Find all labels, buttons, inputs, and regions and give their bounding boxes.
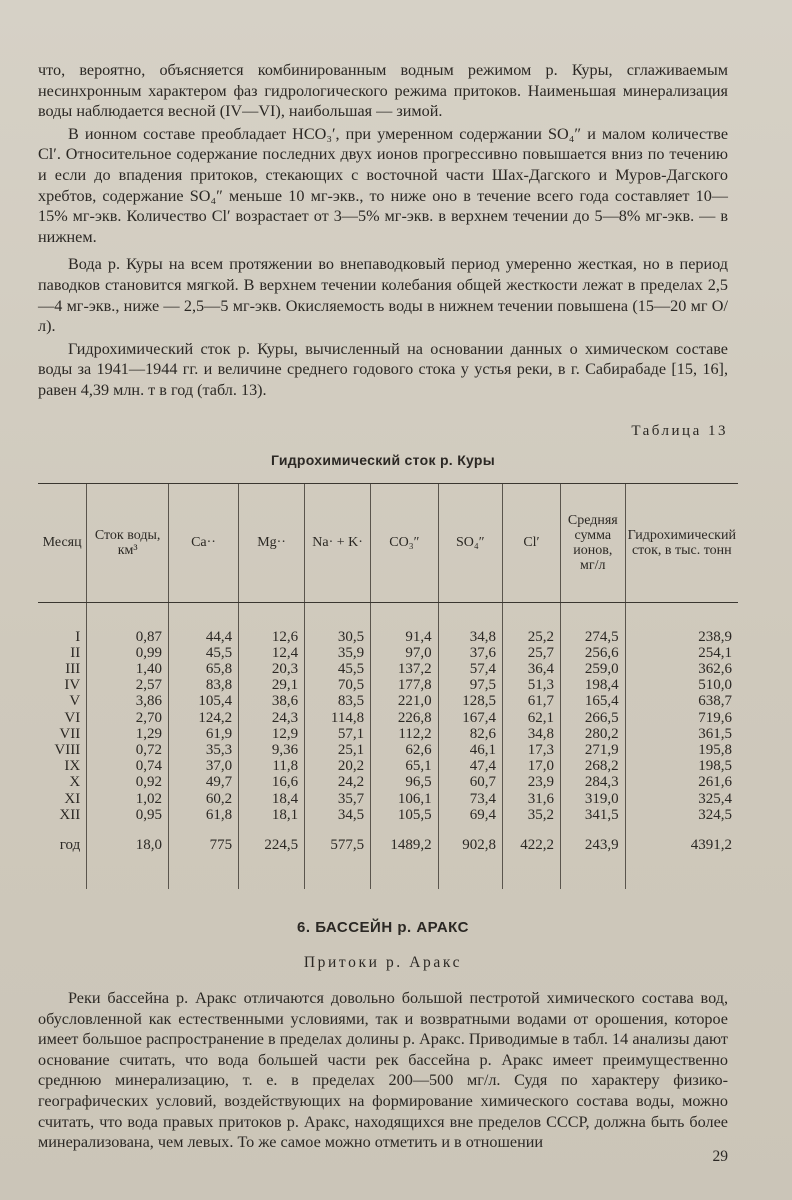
table-cell: 325,4 bbox=[625, 791, 738, 807]
table-cell: 0,74 bbox=[87, 758, 169, 774]
table-cell: 165,4 bbox=[560, 693, 625, 709]
table-cell: 24,3 bbox=[239, 710, 305, 726]
table-cell: 198,4 bbox=[560, 677, 625, 693]
table-cell: 35,9 bbox=[305, 645, 371, 661]
table-cell: 256,6 bbox=[560, 645, 625, 661]
table-tail-row bbox=[38, 855, 738, 889]
table-row bbox=[38, 629, 738, 645]
table-cell: 195,8 bbox=[625, 742, 738, 758]
table-cell: 254,1 bbox=[625, 645, 738, 661]
table-cell: 24,2 bbox=[305, 774, 371, 790]
table-total-cell: 775 bbox=[168, 823, 238, 855]
table-cell: 9,36 bbox=[239, 742, 305, 758]
table-cell: 198,5 bbox=[625, 758, 738, 774]
table-cell: VIII bbox=[54, 741, 81, 758]
table-total-cell: 1489,2 bbox=[371, 823, 438, 855]
table-cell: 12,6 bbox=[239, 629, 305, 645]
table-total-cell: год bbox=[59, 836, 81, 853]
table-cell: 51,3 bbox=[503, 677, 561, 693]
table-total-cell: 224,5 bbox=[239, 823, 305, 855]
table-cell: 12,4 bbox=[239, 645, 305, 661]
table-row bbox=[38, 645, 738, 661]
table-cell: 38,6 bbox=[239, 693, 305, 709]
table-cell: 57,1 bbox=[305, 726, 371, 742]
table-cell: 17,0 bbox=[503, 758, 561, 774]
table-cell: XI bbox=[64, 790, 81, 807]
paragraph-hardness: Вода р. Куры на всем протяжении во внепаводковый период умеренно жесткая, но в период паводков становится мягкой. В верхнем течении колебания общей жесткости лежат в пределах 2,5—4 мг-экв., ниже — 2,5—5 мг-экв. Окисляемость воды в нижнем течении повышена (15—20 мг О/л). bbox=[38, 255, 728, 336]
table-cell: 284,3 bbox=[560, 774, 625, 790]
table-cell: V bbox=[69, 693, 81, 710]
table-cell: 16,6 bbox=[239, 774, 305, 790]
table-cell: 70,5 bbox=[305, 677, 371, 693]
table-cell: 36,4 bbox=[503, 661, 561, 677]
table-cell: 2,70 bbox=[87, 710, 169, 726]
table-cell: 97,0 bbox=[371, 645, 438, 661]
table-cell: 361,5 bbox=[625, 726, 738, 742]
header-na-k: Na· + K· bbox=[305, 483, 371, 602]
table-label: Таблица 13 bbox=[631, 422, 728, 439]
table-cell: 105,5 bbox=[371, 807, 438, 823]
table-total-cell: 902,8 bbox=[438, 823, 502, 855]
table-cell: II bbox=[70, 644, 81, 661]
header-co3: CO₃″ bbox=[371, 483, 438, 602]
table-body bbox=[38, 602, 738, 889]
table-cell: 124,2 bbox=[168, 710, 238, 726]
table-cell: 268,2 bbox=[560, 758, 625, 774]
table-title: Гидрохимический сток р. Куры bbox=[270, 451, 496, 468]
table-cell: 510,0 bbox=[625, 677, 738, 693]
subsection-title: Притоки р. Аракс bbox=[303, 953, 463, 971]
table-cell: 44,4 bbox=[168, 629, 238, 645]
paragraph-ionic-composition: В ионном составе преобладает HCO₃′, при умеренном содержании SO₄″ и малом количестве Cl′. Относительное содержание последних двух ионов прогрессивно повышается вниз по течению и если до впадения притоков, стекающих с восточной части Шах-Дагского и Муров-Дагского хребтов, содержание SO₄″ меньше 10 мг-экв., то ниже оно в течение всего года составляет 10—15% мг-экв. Количество Cl′ возрастает от 3—5% мг-экв. в верхнем течении до 5—8% мг-экв. — в нижнем. bbox=[38, 124, 728, 246]
table-cell: 0,92 bbox=[87, 774, 169, 790]
table-total-cell: 4391,2 bbox=[625, 823, 738, 855]
table-cell: 69,4 bbox=[438, 807, 502, 823]
table-cell: 0,99 bbox=[87, 645, 169, 661]
table-cell: III bbox=[65, 660, 81, 677]
table-row bbox=[38, 677, 738, 693]
table-row bbox=[38, 742, 738, 758]
table-total-cell: 18,0 bbox=[87, 823, 169, 855]
table-cell: 2,57 bbox=[87, 677, 169, 693]
table-cell: 57,4 bbox=[438, 661, 502, 677]
table-cell: 261,6 bbox=[625, 774, 738, 790]
table-cell: 83,5 bbox=[305, 693, 371, 709]
header-so4: SO₄″ bbox=[438, 483, 502, 602]
table-cell: 177,8 bbox=[371, 677, 438, 693]
table-cell: 105,4 bbox=[168, 693, 238, 709]
table-cell: IV bbox=[64, 677, 81, 694]
table-cell: 0,87 bbox=[87, 629, 169, 645]
table-cell: 25,7 bbox=[503, 645, 561, 661]
table-cell: 112,2 bbox=[371, 726, 438, 742]
table-cell: 62,6 bbox=[371, 742, 438, 758]
header-month: Месяц bbox=[38, 483, 87, 602]
table-cell: 11,8 bbox=[239, 758, 305, 774]
hydrochemical-runoff-table bbox=[38, 483, 738, 889]
table-cell: 128,5 bbox=[438, 693, 502, 709]
table-cell: 23,9 bbox=[503, 774, 561, 790]
table-cell: IX bbox=[64, 758, 81, 775]
table-cell: 638,7 bbox=[625, 693, 738, 709]
table-cell: 226,8 bbox=[371, 710, 438, 726]
table-cell: 280,2 bbox=[560, 726, 625, 742]
table-cell: 18,4 bbox=[239, 791, 305, 807]
section-title: 6. БАССЕЙН р. АРАКС bbox=[297, 918, 469, 936]
table-cell: 17,3 bbox=[503, 742, 561, 758]
table-cell: 341,5 bbox=[560, 807, 625, 823]
table-cell: 73,4 bbox=[438, 791, 502, 807]
table-cell: 18,1 bbox=[239, 807, 305, 823]
table-cell: 20,2 bbox=[305, 758, 371, 774]
table-cell: 45,5 bbox=[305, 661, 371, 677]
table-row bbox=[38, 726, 738, 742]
table-row bbox=[38, 758, 738, 774]
table-cell: 31,6 bbox=[503, 791, 561, 807]
table-cell: 25,1 bbox=[305, 742, 371, 758]
table-cell: 221,0 bbox=[371, 693, 438, 709]
table-cell: 91,4 bbox=[371, 629, 438, 645]
table-cell: 274,5 bbox=[560, 629, 625, 645]
table-cell: 259,0 bbox=[560, 661, 625, 677]
table-row bbox=[38, 774, 738, 790]
table-cell: 83,8 bbox=[168, 677, 238, 693]
header-hydrochem-runoff: Гидрохимический сток, в тыс. тонн bbox=[625, 483, 738, 602]
table-cell: 61,7 bbox=[503, 693, 561, 709]
table-cell: 45,5 bbox=[168, 645, 238, 661]
table-cell: 37,0 bbox=[168, 758, 238, 774]
table-cell: 61,8 bbox=[168, 807, 238, 823]
table-cell: 266,5 bbox=[560, 710, 625, 726]
table-cell: 114,8 bbox=[305, 710, 371, 726]
table-cell: 30,5 bbox=[305, 629, 371, 645]
table-cell: 65,1 bbox=[371, 758, 438, 774]
table-cell: 35,7 bbox=[305, 791, 371, 807]
table-cell: 46,1 bbox=[438, 742, 502, 758]
table-cell: XII bbox=[59, 806, 81, 823]
table-cell: 324,5 bbox=[625, 807, 738, 823]
table-row bbox=[38, 693, 738, 709]
table-cell: 65,8 bbox=[168, 661, 238, 677]
header-cl: Cl′ bbox=[503, 483, 561, 602]
table-cell: 82,6 bbox=[438, 726, 502, 742]
table-cell: 106,1 bbox=[371, 791, 438, 807]
paragraph-arax-basin: Реки бассейна р. Аракс отличаются довольно большой пестротой химического состава вод, обусловленной как естественными условиями, так и возвратными водами от орошения, которое имеет большое распространение в пределах долины р. Аракс. Приводимые в табл. 14 анализы дают основание считать, что вода большей части рек бассейна р. Аракс имеет преимущественно среднюю минерализацию, т. е. в пределах 200—500 мг/л. Судя по характеру физико-географических условий, воздействующих на формирование химического состава воды, можно считать, что вода правых притоков р. Аракс, находящихся вне пределов СССР, должна быть более минерализована, чем левых. То же самое можно отметить и в отношении bbox=[38, 988, 728, 1152]
table-cell: 60,7 bbox=[438, 774, 502, 790]
table-cell: 3,86 bbox=[87, 693, 169, 709]
table-cell: 167,4 bbox=[438, 710, 502, 726]
table-cell: 238,9 bbox=[625, 629, 738, 645]
table-total-row bbox=[38, 823, 738, 855]
table-cell: 25,2 bbox=[503, 629, 561, 645]
table-row bbox=[38, 661, 738, 677]
table-cell: 0,72 bbox=[87, 742, 169, 758]
table-cell: 61,9 bbox=[168, 726, 238, 742]
table-cell: 97,5 bbox=[438, 677, 502, 693]
table-cell: 34,5 bbox=[305, 807, 371, 823]
header-sum-ions: Средняя сумма ионов, мг/л bbox=[560, 483, 625, 602]
table-cell: 35,3 bbox=[168, 742, 238, 758]
table-cell: VII bbox=[59, 725, 81, 742]
table-row bbox=[38, 710, 738, 726]
table-row bbox=[38, 807, 738, 823]
table-cell: 1,40 bbox=[87, 661, 169, 677]
table-total-cell: 243,9 bbox=[560, 823, 625, 855]
table-cell: 137,2 bbox=[371, 661, 438, 677]
table-header-row bbox=[38, 483, 738, 602]
table-cell: 60,2 bbox=[168, 791, 238, 807]
table-cell: 34,8 bbox=[503, 726, 561, 742]
table-cell: 20,3 bbox=[239, 661, 305, 677]
table-cell: 12,9 bbox=[239, 726, 305, 742]
table-cell: 319,0 bbox=[560, 791, 625, 807]
table-total-cell: 422,2 bbox=[503, 823, 561, 855]
table-cell: 0,95 bbox=[87, 807, 169, 823]
table-cell: 47,4 bbox=[438, 758, 502, 774]
table-cell: 37,6 bbox=[438, 645, 502, 661]
table-cell: I bbox=[75, 628, 81, 645]
paragraph-intro: что, вероятно, объясняется комбинированным водным режимом р. Куры, сглаживаемым несинхронным характером фаз гидрологического режима притоков. Наименьшая минерализация воды наблюдается весной (IV—VI), наибольшая — зимой. bbox=[38, 61, 728, 121]
table-cell: 271,9 bbox=[560, 742, 625, 758]
table-cell: 34,8 bbox=[438, 629, 502, 645]
paragraph-hydrochemical-runoff: Гидрохимический сток р. Куры, вычисленный на основании данных о химическом составе воды за 1941—1944 гг. и величине среднего годового стока у устья реки, в г. Сабирабаде [15, 16], равен 4,39 млн. т в год (табл. 13). bbox=[38, 339, 728, 399]
table-cell: X bbox=[69, 774, 81, 791]
page-number: 29 bbox=[712, 1148, 728, 1165]
table-cell: 1,29 bbox=[87, 726, 169, 742]
table-cell: 49,7 bbox=[168, 774, 238, 790]
table-cell: 62,1 bbox=[503, 710, 561, 726]
table-spacer-row bbox=[38, 602, 738, 629]
table-cell: 719,6 bbox=[625, 710, 738, 726]
header-ca: Ca·· bbox=[168, 483, 238, 602]
table-cell: 96,5 bbox=[371, 774, 438, 790]
table-cell: 362,6 bbox=[625, 661, 738, 677]
table-cell: 29,1 bbox=[239, 677, 305, 693]
table-cell: 35,2 bbox=[503, 807, 561, 823]
table-row bbox=[38, 791, 738, 807]
table-cell: 1,02 bbox=[87, 791, 169, 807]
header-flow: Сток воды, км³ bbox=[87, 483, 169, 602]
table-cell: VI bbox=[64, 709, 81, 726]
header-mg: Mg·· bbox=[239, 483, 305, 602]
table-total-cell: 577,5 bbox=[305, 823, 371, 855]
